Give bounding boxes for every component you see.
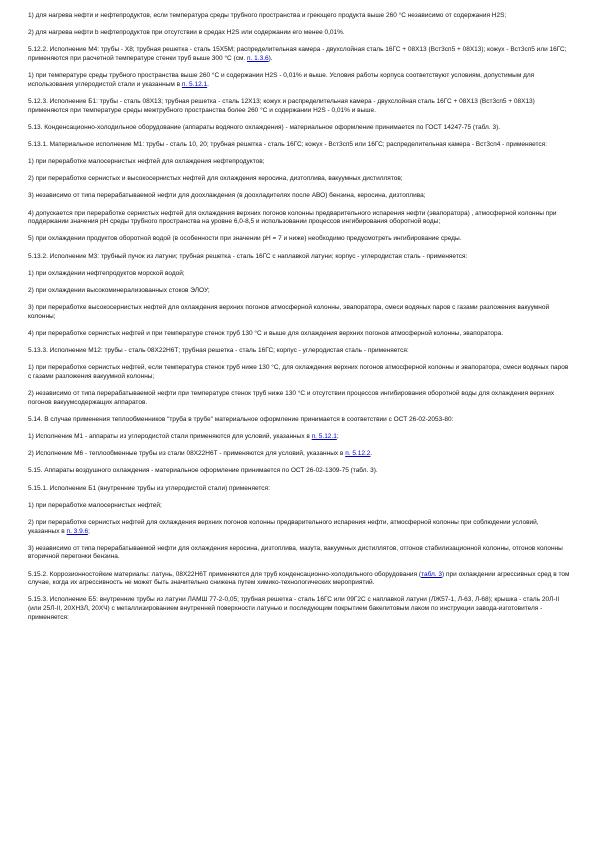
paragraph: 1) при переработке малосернистых нефтей для охлаждения нефтепродуктов; [28, 158, 265, 166]
paragraph: 2) при переработке сернистых и высокосернистых нефтей для охлаждения керосина, дизтоплива, вакуумных дистиллятов; [28, 175, 403, 183]
paragraph: 2) независимо от типа перерабатываемой нефти при температуре стенок труб ниже 130 °С и отсутствии процессов ингибирования оборотной воды для охлаждения верхних погонов вакуумсодержащих аппаратов. [28, 390, 555, 406]
paragraph: 5) при охлаждении продуктов оборотной водой (в особенности при значении рН = 7 и ниже) необходимо предусмотреть ингибирование среды. [28, 235, 462, 243]
paragraph: 2) для нагрева нефти b нефтепродуктов при отсутствии в средах H2S или содержании его менее 0,01%. [28, 29, 345, 37]
paragraph: 5.12.3. Исполнение Б1: трубы - сталь 08Х13; трубная решетка - сталь 12Х13; кожух и распределительная камера - двухслойная сталь 16ГС + 08Х13 (Вст3сп5 + 08Х13) применяются при температуре среды межтрубного пространства более 260 °С и содержании H2S - 0,01% и выше. [28, 97, 535, 114]
paragraph: 5.15.2. Коррозионностойкие материалы: латунь, 08Х22Н6Т применяются для труб конденсационно-холодильного оборудования (табл. 3) при охлаждении агрессивных сред в том случае, когда их агрессивность не может быть значительно снижена путем химико-технологических мероприятий. [28, 570, 570, 587]
paragraph: 1) при переработке сернистых нефтей, если температура стенок труб ниже 130 °С, для охлаждения верхних погонов атмосферной колонны и эвапоратора, смеси водяных паров с газами разложения вакуумной колонны; [28, 364, 569, 380]
paragraph: 5.13.2. Исполнение М3: трубный пучок из латуни; трубная решетка - сталь 16ГС с наплавкой латуни; корпус - углеродистая сталь - применяется: [28, 252, 468, 260]
paragraph: 5.12.2. Исполнение М4: трубы - Х8; трубная решетка - сталь 15Х5М; распределительная камера - двухслойная сталь 16ГС + 08Х13 (Вст3сп5 + 08Х13); кожух - Вст3сп5 или 16ГС; применяются при расчетной температуре стенки труб выше 300 °С (см. п. 1.3.6). [28, 46, 567, 62]
paragraph: 1) для нагрева нефти и нефтепродуктов, если температура среды трубного пространства и греющего продукта выше 260 °С независимо от содержания H2S; [28, 12, 507, 19]
paragraph: 2) при охлаждении высокоминерализованных стоков ЭЛОУ; [28, 287, 210, 294]
paragraph: 5.14. В случае применения теплообменников "труба в трубе" материальное оформление принимается в соответствии с ОСТ 26-02-2053-80: [28, 415, 454, 423]
paragraph: 2) при переработке сернистых нефтей для охлаждения верхних погонов колонны предварительного испарения нефти, атмосферной колонны при соблюдении условий, указанных в п. 3.9.6; [28, 519, 539, 535]
paragraph: 3) при переработке высокосернистых нефтей для охлаждения верхних погонов атмосферной колонны, эвапоратора, смеси водяных паров с газами разложения вакуумной колонны; [28, 304, 550, 320]
paragraph: 5.15. Аппараты воздушного охлаждения - материальное оформление принимается по ОСТ 26-02-1309-75 (табл. 3). [28, 467, 378, 475]
section-link[interactable]: п. 5.12.1 [181, 80, 208, 88]
paragraph: 5.15.3. Исполнение Б5: внутренние трубы из латуни ЛАМШ 77-2-0,05; трубная решетка - сталь 16ГС или 09Г2С с наплавкой латуни (ЛЖ57-1, Л-63, Л-68); крышка - сталь 20Л-II (или 25Л-II, 20ХН3Л, 20ХЧ) с металлизированием внутренней поверхности латунью и последующим покрытием бакелитовым лаком по инструкции завода-изготовителя - применяется: [28, 596, 560, 621]
section-link[interactable]: п. 5.12.1 [311, 433, 337, 441]
paragraph: 4) допускается при переработке сернистых нефтей для охлаждения верхних погонов колонны предварительного испарения нефти (эвапоратора) , атмосферной колонны при поддержании значения рН среды трубного пространства на уровне 6,0-8,5 и использовании процессов ингибирования оборотной воды; [28, 209, 557, 226]
section-link[interactable]: п. 5.12.2 [345, 450, 371, 458]
paragraph: 1) при температуре среды трубного пространства выше 260 °С и содержании H2S - 0,01% и выше. Условия работы корпуса соответствуют условиям, допустимым для использования углеродистой стали и указанным в п. 5.12.1. [28, 72, 535, 88]
paragraph: 1) Исполнение М1 - аппараты из углеродистой стали применяются для условий, указанных в п. 5.12.1; [28, 433, 339, 441]
paragraph: 5.13. Конденсационно-холодильное оборудование (аппараты водяного охлаждения) - материальное оформление принимается по ГОСТ 14247-75 (табл. 3). [28, 123, 501, 131]
paragraph: 3) независимо от типа перерабатываемой нефти для доохлаждения (в доохладителях после АВО) бензина, керосина, дизтоплива; [28, 192, 426, 200]
paragraph: 5.13.3. Исполнение М12: трубы - сталь 08Х22Н6Т; трубная решетка - сталь 16ГС; корпус - углеродистая сталь - применяется: [28, 347, 409, 355]
paragraph: 3) независимо от типа перерабатываемой нефти для охлаждения керосина, дизтоплива, мазута, вакуумных дистиллятов, отгонов стабилизационной колонны, отгонов колонны вторичной перегонки бензина. [28, 544, 563, 561]
paragraph: 1) при охлаждении нефтепродуктов морской водой; [28, 269, 185, 277]
paragraph: 2) Исполнение М6 - теплообменные трубы из стали 08Х22Н6Т - применяются для условий, указанных в п. 5.12.2. [28, 450, 373, 458]
paragraph: 4) при переработке сернистых нефтей и при температуре стенок труб 130 °С и выше для охлаждения верхних погонов атмосферной колонны, эвапоратора. [28, 329, 504, 337]
paragraph: 5.13.1. Материальное исполнение М1: трубы - сталь 10, 20; трубная решетка - сталь 16ГС; кожух - Вст3сп5 или 16ГС; распределительная камера - Вст3сп4 - применяется: [28, 140, 547, 148]
paragraph: 5.15.1. Исполнение Б1 (внутренние трубы из углеродистой стали) применяется: [28, 484, 270, 492]
table-link[interactable]: табл. 3 [421, 570, 443, 578]
paragraph: 1) при переработке малосернистых нефтей; [28, 501, 162, 509]
section-link[interactable]: п. 1.3.6 [247, 54, 269, 62]
section-link[interactable]: п. 3.9.6 [66, 527, 89, 535]
